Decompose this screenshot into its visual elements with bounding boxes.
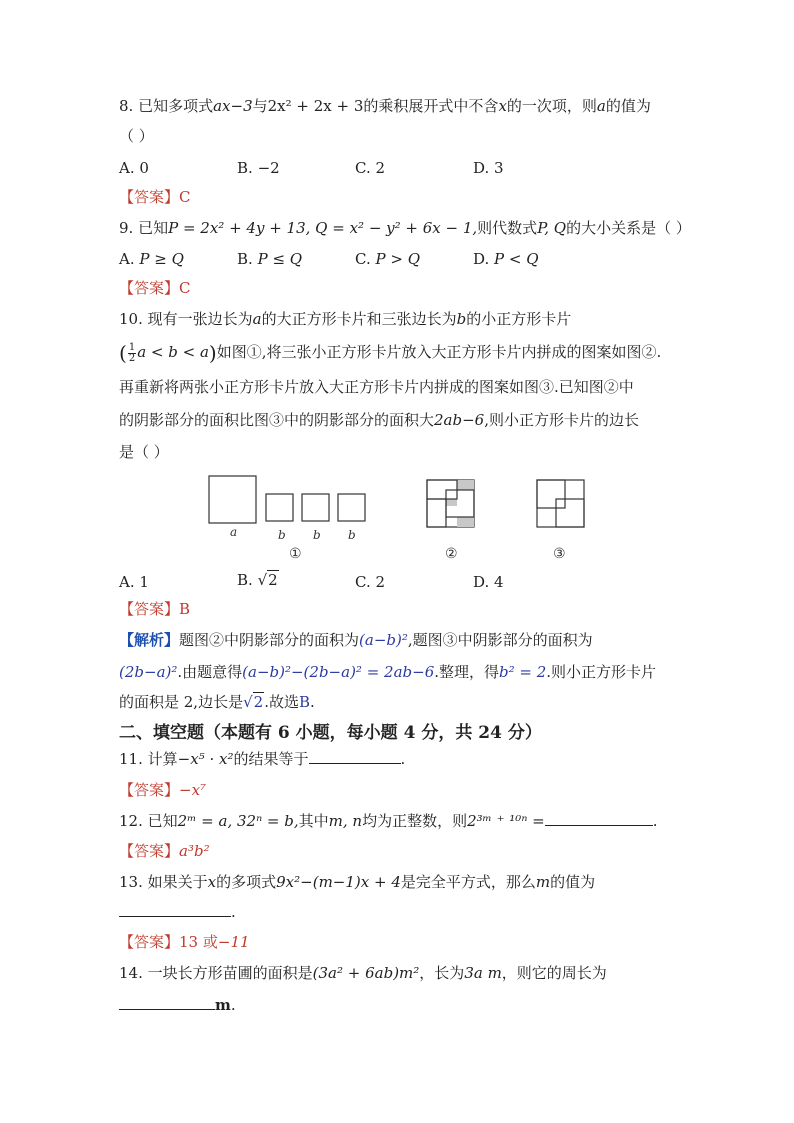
q8-answer: 【答案】C — [119, 188, 191, 206]
q9-answer: 【答案】C — [119, 279, 191, 297]
q9-stem: 9. 已知P = 2x² + 4y + 13, Q = x² − y² + 6x − 1,则代数式P, Q的大小关系是（ ） — [119, 219, 691, 237]
sqrt-symbol: √2 — [243, 693, 264, 711]
q10-choice-d: D. 4 — [473, 573, 504, 591]
figure-num-3: ③ — [553, 546, 566, 562]
q10-stem-line2: ( $\frac{1}{2}$ a < b < a)如图①,将三张小正方形卡片放入大正方形卡片内拼成的图案如图②. — [119, 341, 662, 365]
label-a: a — [230, 525, 238, 539]
q10-stem-line3: 再重新将两张小正方形卡片放入大正方形卡片内拼成的图案如图③.已知图②中 — [119, 378, 634, 396]
small-square-b2 — [302, 494, 329, 521]
q8-choice-d: D. 3 — [473, 159, 504, 177]
q8-paren: （ ） — [119, 127, 154, 145]
small-square-b3 — [338, 494, 365, 521]
sqrt-symbol: √2 — [257, 571, 278, 589]
figure-1-squares — [205, 472, 375, 532]
fig3-outer-square — [537, 480, 584, 527]
q8-choice-b: B. −2 — [237, 159, 280, 177]
q9-choice-c: C. P > Q — [355, 250, 420, 268]
label-b1: b — [278, 528, 286, 542]
q9-choice-d: D. P < Q — [473, 250, 539, 268]
large-square-a — [209, 476, 256, 523]
q10-choice-c: C. 2 — [355, 573, 386, 591]
label-b3: b — [348, 528, 356, 542]
answer-blank — [119, 995, 215, 1010]
answer-blank — [119, 902, 231, 917]
q9-choice-b: B. P ≤ Q — [237, 250, 303, 268]
fig2-shade-bottom — [457, 517, 474, 527]
q10-stem-line5: 是（ ） — [119, 443, 169, 461]
figure-3-pattern — [535, 478, 587, 530]
q11-answer: 【答案】−x⁷ — [119, 781, 207, 799]
fraction-half: $\frac{1}{2}$ — [128, 341, 136, 364]
q10-solution-line3: 的面积是 2,边长是√2.故选B. — [119, 693, 315, 711]
figure-num-2: ② — [445, 546, 458, 562]
q10-stem-line4: 的阴影部分的面积比图③中的阴影部分的面积大2ab−6,则小正方形卡片的边长 — [119, 411, 639, 429]
q8-choice-a: A. 0 — [119, 159, 149, 177]
q14-blank-line: m. — [119, 995, 236, 1015]
answer-blank — [545, 811, 653, 826]
q10-stem-line1: 10. 现有一张边长为a的大正方形卡片和三张边长为b的小正方形卡片 — [119, 310, 572, 328]
q13-answer: 【答案】13 或−11 — [119, 933, 250, 951]
q12-stem: 12. 已知2ᵐ = a, 32ⁿ = b,其中m, n均为正整数，则2³ᵐ ⁺ ¹⁰ⁿ = . — [119, 812, 658, 830]
answer-blank — [309, 749, 401, 764]
q10-solution-line1: 【解析】题图②中阴影部分的面积为(a−b)²,题图③中阴影部分的面积为 — [119, 631, 593, 649]
q13-stem: 13. 如果关于x的多项式9x²−(m−1)x + 4是完全平方式，那么m的值为 — [119, 873, 596, 891]
fig2-shade-middle — [446, 499, 457, 506]
fig2-shade-top — [457, 480, 474, 490]
q8-choice-c: C. 2 — [355, 159, 386, 177]
q13-blank-line: . — [119, 902, 236, 922]
figure-2-pattern — [425, 478, 477, 530]
figure-num-1: ① — [289, 546, 302, 562]
q12-answer: 【答案】a³b² — [119, 842, 210, 860]
label-b2: b — [313, 528, 321, 542]
small-square-b1 — [266, 494, 293, 521]
q10-choice-a: A. 1 — [119, 573, 149, 591]
q8-stem: 8. 已知多项式ax−3与2x² + 2x + 3的乘积展开式中不含x的一次项，则a的值为 — [119, 97, 651, 115]
q14-stem: 14. 一块长方形苗圃的面积是(3a² + 6ab)m²，长为3a m，则它的周长为 — [119, 964, 607, 982]
q9-choice-a: A. P ≥ Q — [119, 250, 184, 268]
q10-answer: 【答案】B — [119, 600, 191, 618]
q10-solution-line2: (2b−a)².由题意得(a−b)²−(2b−a)² = 2ab−6.整理，得b² = 2.则小正方形卡片 — [119, 663, 657, 681]
section-fill-in-title: 二、填空题（本题有 6 小题，每小题 4 分，共 24 分） — [119, 723, 542, 743]
q11-stem: 11. 计算−x⁵ · x²的结果等于 . — [119, 750, 406, 768]
q10-choice-b: B. √2 — [237, 571, 278, 589]
